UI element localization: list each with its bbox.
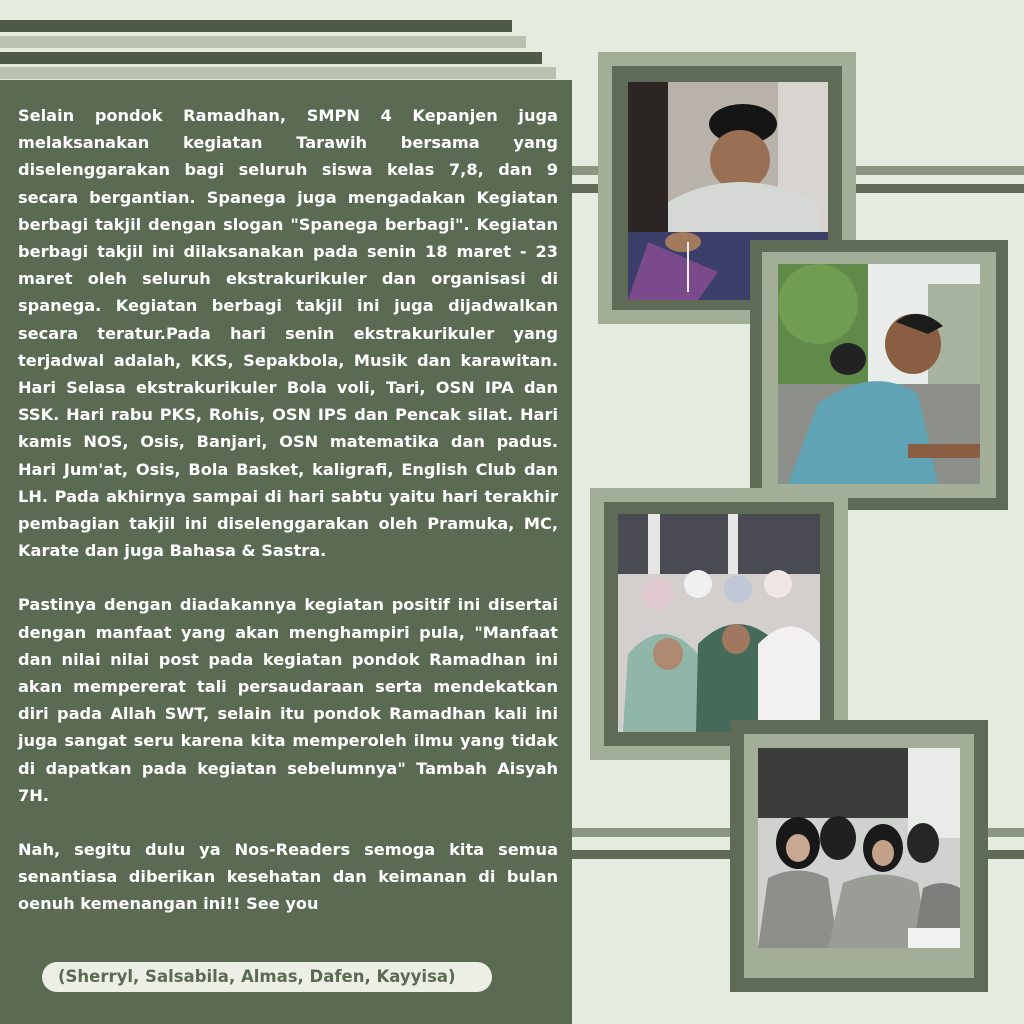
header-stripe-3 bbox=[0, 52, 542, 64]
article-paragraph-2: Pastinya dengan diadakannya kegiatan positif ini disertai dengan manfaat yang akan menghampiri pula, "Manfaat dan nilai nilai post pada kegiatan pondok Ramadhan ini akan mempererat tali persaudaraan serta mendekatkan diri pada Allah SWT, selain itu pondok Ramadhan kali ini juga sangat seru karena kita memperoleh ilmu yang tidak di dapatkan pada kegiatan sebelumnya" Tambah Aisyah 7H. bbox=[18, 595, 558, 805]
article-paragraph-1: Selain pondok Ramadhan, SMPN 4 Kepanjen juga melaksanakan kegiatan Tarawih bersama yang diselenggarakan bagi seluruh siswa kelas 7,8, dan 9 secara bergantian. Spanega juga mengadakan Kegiatan berbagi takjil dengan slogan "Spanega berbagi". Kegiatan berbagi takjil ini dilaksanakan pada senin 18 maret - 23 maret oleh seluruh ekstrakurikuler dan organisasi di spanega. Kegiatan berbagi takjil ini juga dijadwalkan secara teratur.Pada hari senin ekstrakurikuler yang terjadwal adalah, KKS, Sepakbola, Musik dan karawitan. Hari Selasa ekstrakurikuler Bola voli, Tari, OSN IPA dan SSK. Hari rabu PKS, Rohis, OSN IPS dan Pencak silat. Hari kamis NOS, Osis, Banjari, OSN matematika dan padus. Hari Jum'at, Osis, Bola Basket, kaligrafi, English Club dan LH. Pada akhirnya sampai di hari sabtu yaitu hari terakhir pembagian takjil ini diselenggarakan oleh Pramuka, MC, Karate dan juga Bahasa & Sastra. bbox=[18, 106, 558, 561]
header-stripe-2 bbox=[0, 36, 526, 48]
article-paragraph-3: Nah, segitu dulu ya Nos-Readers semoga kita semua senantiasa diberikan kesehatan dan keimanan di bulan oenuh kemenangan ini!! See you bbox=[18, 840, 558, 914]
photo-girls-group bbox=[758, 748, 960, 948]
photo-girls-praying bbox=[618, 514, 820, 732]
photo-boy-street bbox=[778, 264, 980, 484]
header-stripe-4 bbox=[0, 67, 556, 79]
article-body bbox=[18, 102, 558, 945]
header-stripe-1 bbox=[0, 20, 512, 32]
credits-badge: (Sherryl, Salsabila, Almas, Dafen, Kayyisa) bbox=[42, 962, 492, 992]
